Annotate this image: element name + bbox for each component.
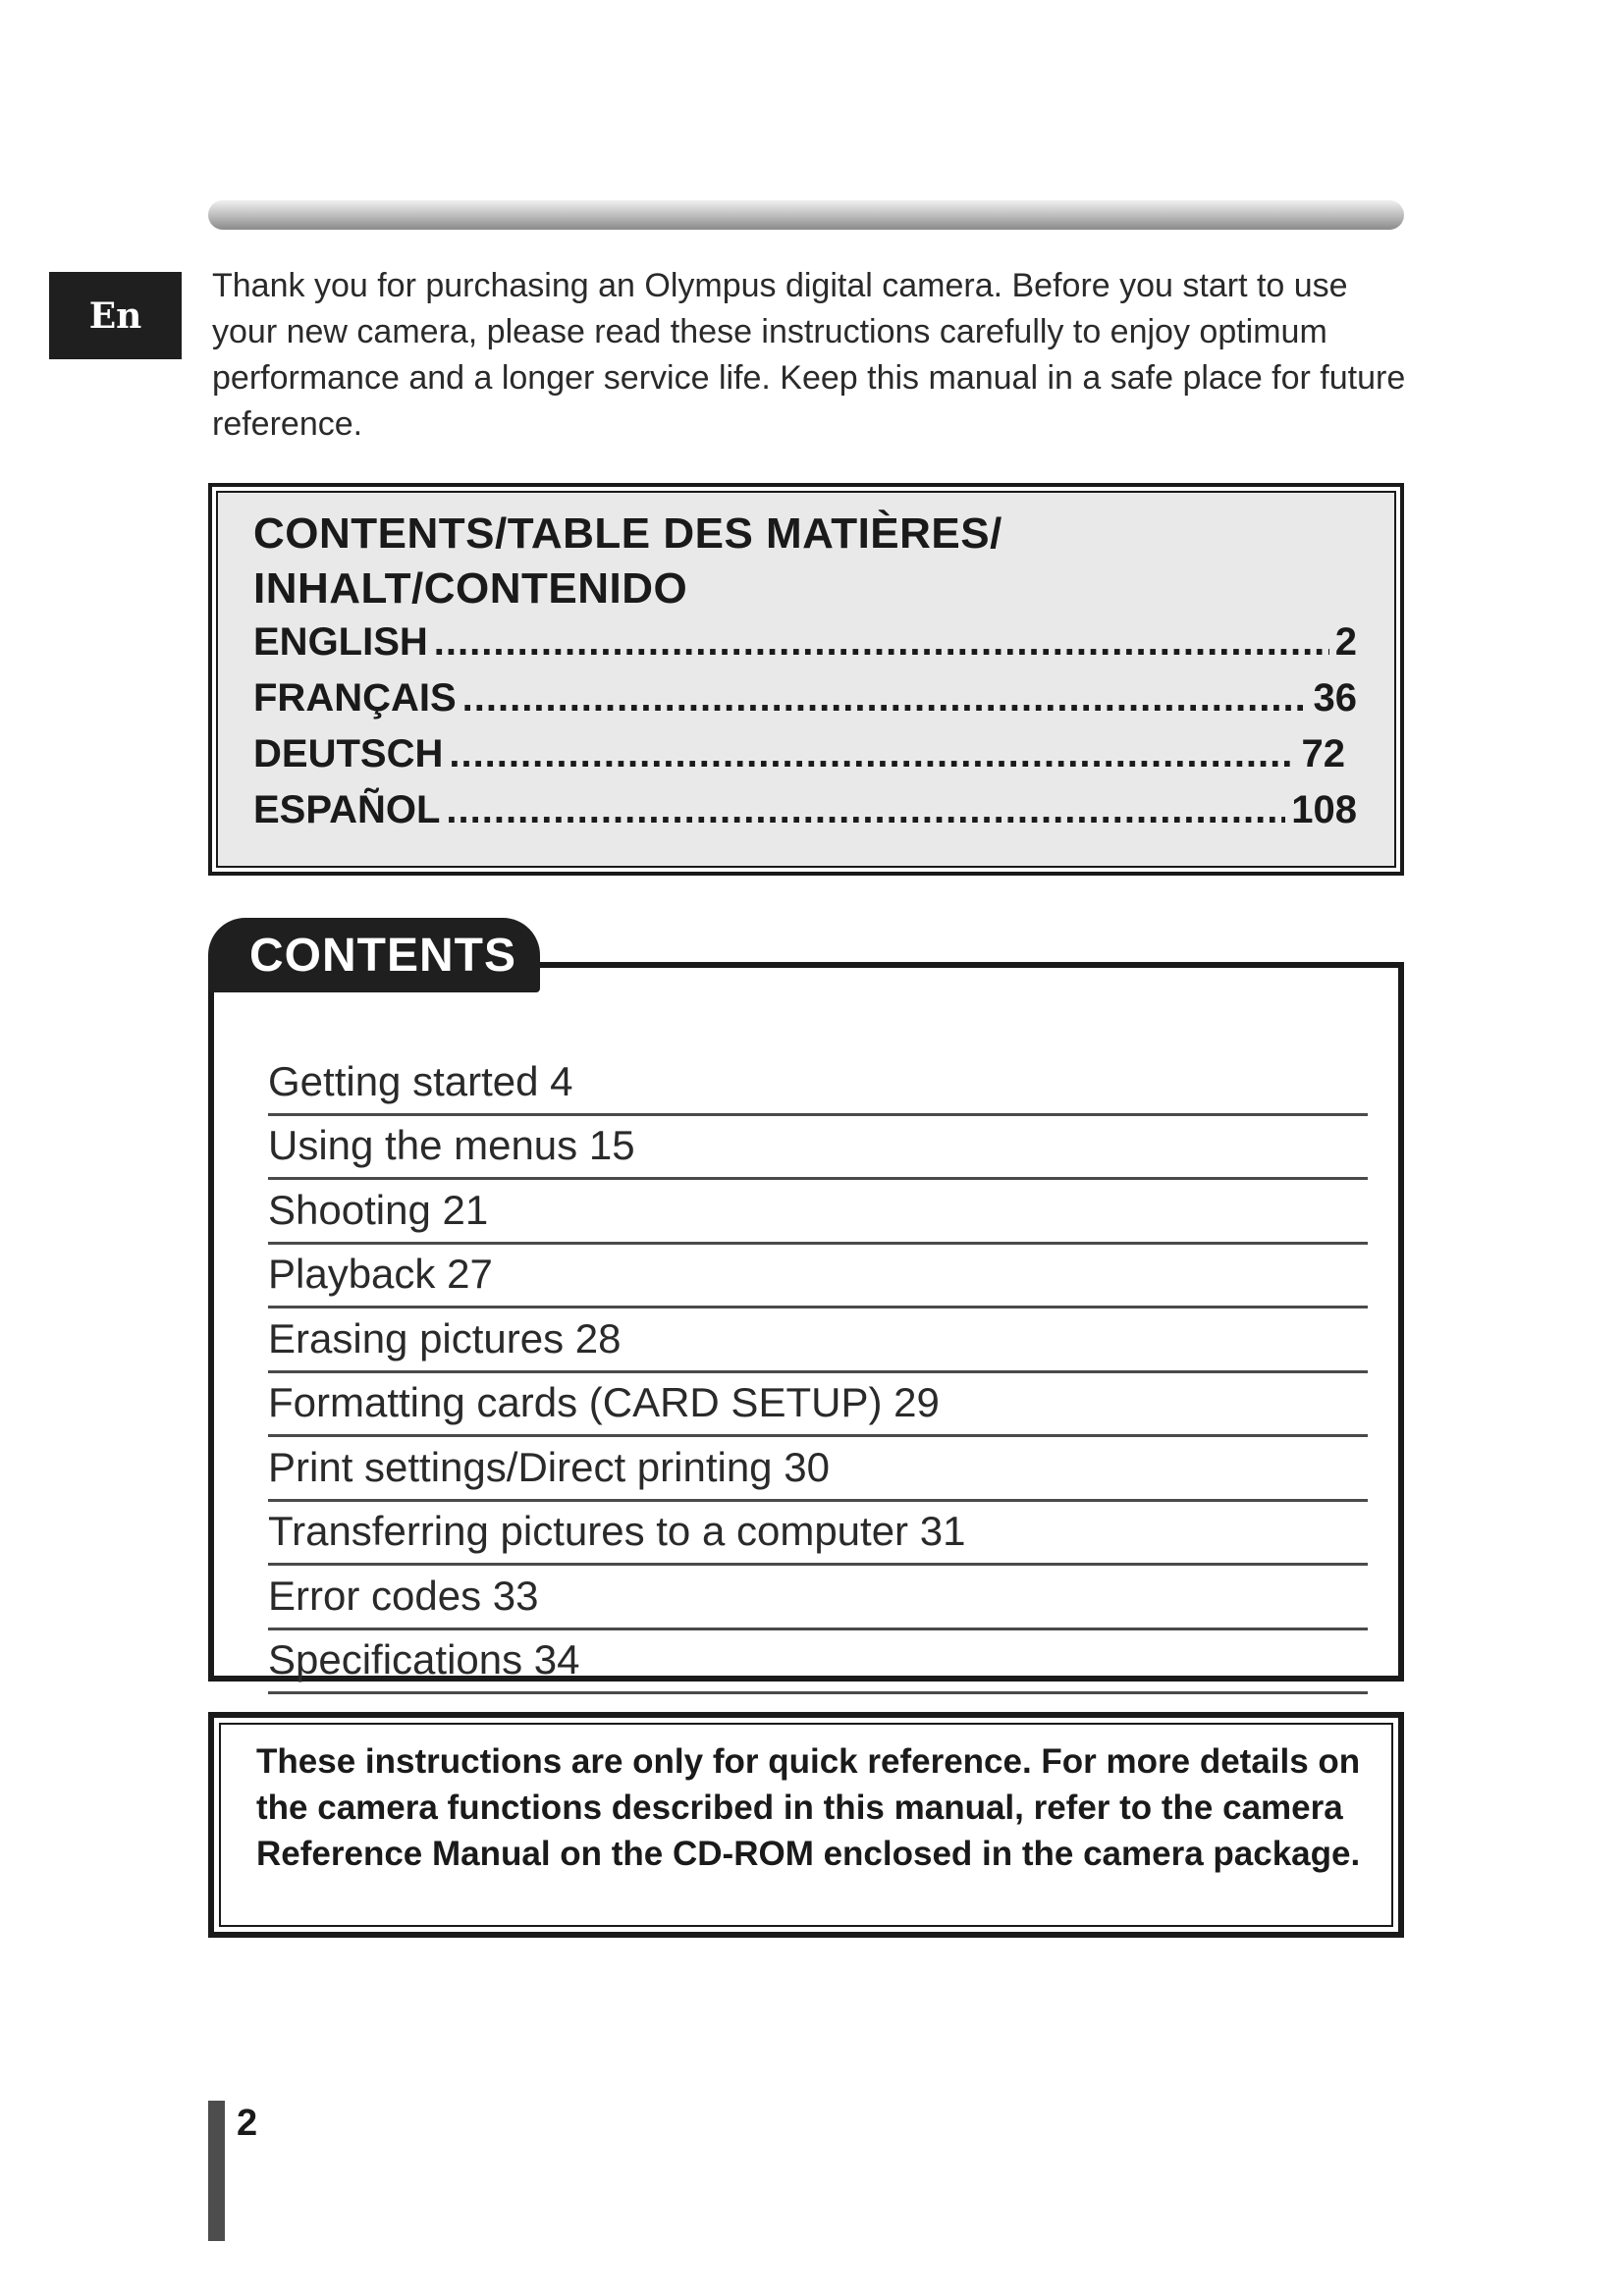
dot-leader xyxy=(449,732,1295,776)
toc-entry-espanol[interactable] xyxy=(253,788,1357,844)
toc-entry-page: 36 xyxy=(1313,676,1357,720)
contents-heading: CONTENTS xyxy=(249,929,516,982)
language-tab xyxy=(49,272,182,359)
toc-entry-page: 72 xyxy=(1301,732,1345,775)
dot-leader xyxy=(462,676,1308,721)
contents-item-specifications[interactable]: Specifications 34 xyxy=(268,1630,1368,1695)
contents-item-using-menus[interactable]: Using the menus 15 xyxy=(268,1116,1368,1181)
note-text: These instructions are only for quick reference. For more details on the camera functions described in this manual, refer to the camera Reference Manual on the CD-ROM enclosed in the camera package. xyxy=(219,1723,1393,1927)
contents-item-erasing[interactable]: Erasing pictures 28 xyxy=(268,1308,1368,1373)
contents-list xyxy=(268,1051,1368,1694)
quick-reference-note xyxy=(208,1712,1404,1938)
dot-leader xyxy=(446,788,1285,832)
toc-entry-language: ESPAÑOL xyxy=(253,788,441,831)
page-number-bar xyxy=(208,2101,225,2241)
toc-entry-language: DEUTSCH xyxy=(253,732,444,775)
language-toc-box xyxy=(208,483,1404,876)
language-toc-title-line-1: CONTENTS/TABLE DES MATIÈRES/ xyxy=(253,509,1002,558)
toc-entry-language: ENGLISH xyxy=(253,620,428,664)
contents-item-print-settings[interactable]: Print settings/Direct printing 30 xyxy=(268,1437,1368,1502)
language-toc-list xyxy=(253,620,1357,844)
contents-item-getting-started[interactable]: Getting started 4 xyxy=(268,1051,1368,1116)
language-toc-title xyxy=(253,507,1357,616)
toc-entry-language: FRANÇAIS xyxy=(253,676,457,720)
intro-paragraph: Thank you for purchasing an Olympus digital camera. Before you start to use your new camera, please read these instructions carefully to enjoy optimum performance and a longer service life. Keep this manual in a safe place for future reference. xyxy=(212,267,1406,443)
contents-section xyxy=(208,918,1404,1682)
language-toc-inner xyxy=(216,491,1396,868)
contents-box xyxy=(208,962,1404,1682)
dot-leader xyxy=(434,620,1329,665)
contents-item-shooting[interactable]: Shooting 21 xyxy=(268,1180,1368,1245)
contents-item-transferring[interactable]: Transferring pictures to a computer 31 xyxy=(268,1502,1368,1567)
contents-item-playback[interactable]: Playback 27 xyxy=(268,1245,1368,1309)
toc-entry-page: 2 xyxy=(1334,620,1357,664)
language-tab-label: En xyxy=(88,294,142,337)
contents-item-error-codes[interactable]: Error codes 33 xyxy=(268,1566,1368,1630)
contents-heading-tab xyxy=(208,918,540,992)
toc-entry-deutsch[interactable] xyxy=(253,732,1357,788)
header-decorative-bar xyxy=(208,200,1404,230)
language-toc-title-line-2: INHALT/CONTENIDO xyxy=(253,564,688,613)
toc-entry-francais[interactable] xyxy=(253,676,1357,732)
page-number: 2 xyxy=(237,2103,258,2144)
toc-entry-page: 108 xyxy=(1291,788,1357,831)
toc-entry-english[interactable] xyxy=(253,620,1357,676)
contents-item-formatting[interactable]: Formatting cards (CARD SETUP) 29 xyxy=(268,1373,1368,1438)
